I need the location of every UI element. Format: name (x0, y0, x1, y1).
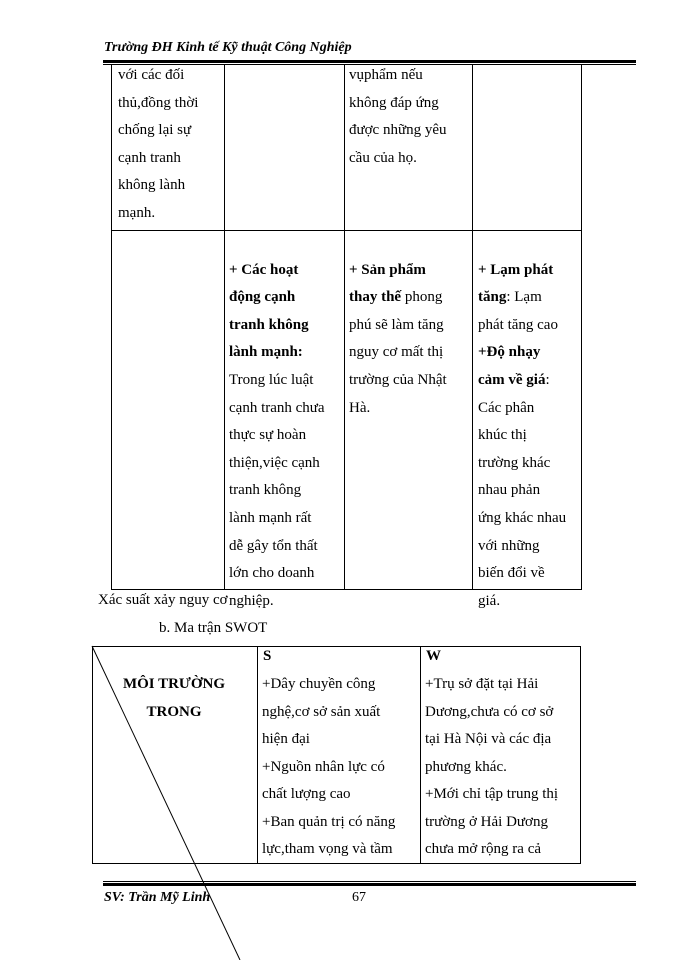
substitute-text: phong phú sẽ làm tăng nguy cơ mất thị trường của Nhật Hà. (349, 289, 447, 416)
substitute-heading: + Sản phẩm thay thế (349, 261, 426, 306)
probability-label: Xác suất xảy nguy cơ (98, 592, 228, 608)
inflation-text: : Lạm phát tăng cao (478, 289, 558, 333)
footer-rule-thick (103, 883, 636, 886)
table-cell: vụphẩm nếu không đáp ứng được những yêu cầu của họ. (349, 67, 447, 166)
page-header-title: Trường ĐH Kinh tế Kỹ thuật Công Nghiệp (104, 40, 352, 55)
price-sensitivity-heading: +Độ nhạy cảm về giá (478, 344, 546, 388)
section-heading-swot: b. Ma trận SWOT (159, 620, 268, 636)
swot-corner-label: MÔI TRƯỜNG TRONG (122, 676, 226, 720)
page-number: 67 (352, 890, 366, 905)
competition-text: Trong lúc luật cạnh tranh chưa thực sự hoàn thiện,việc cạnh tranh không lành mạnh rất dễ gây tổn thất lớn cho doanh nghiệp. (229, 371, 325, 609)
swot-strengths-text: +Dây chuyền công nghệ,cơ sở sản xuất hiện đại +Nguồn nhân lực có chất lượng cao +Ban quản trị có năng lực,tham vọng và tầm (262, 676, 396, 857)
price-sensitivity-text: : Các phân khúc thị trường khác nhau phản ứng khác nhau với những biến đổi về giá. (478, 371, 567, 609)
table-cell: với các đối thủ,đồng thời chống lại sự cạnh tranh không lành mạnh. (118, 67, 199, 221)
footer-author: SV: Trần Mỹ Linh (104, 890, 211, 905)
competition-heading: + Các hoạt động cạnh tranh không lành mạnh: (229, 261, 309, 361)
swot-weaknesses-header: W (426, 648, 441, 664)
inflation-heading: + Lạm phát tăng (478, 261, 554, 306)
footer-rule-thin (103, 881, 636, 882)
swot-strengths-header: S (263, 648, 272, 664)
swot-weaknesses-text: +Trụ sở đặt tại Hải Dương,chưa có cơ sở tại Hà Nội và các địa phương khác. +Mới chỉ tập trung thị trường ở Hải Dương chưa mở rộng ra cả (425, 676, 559, 857)
